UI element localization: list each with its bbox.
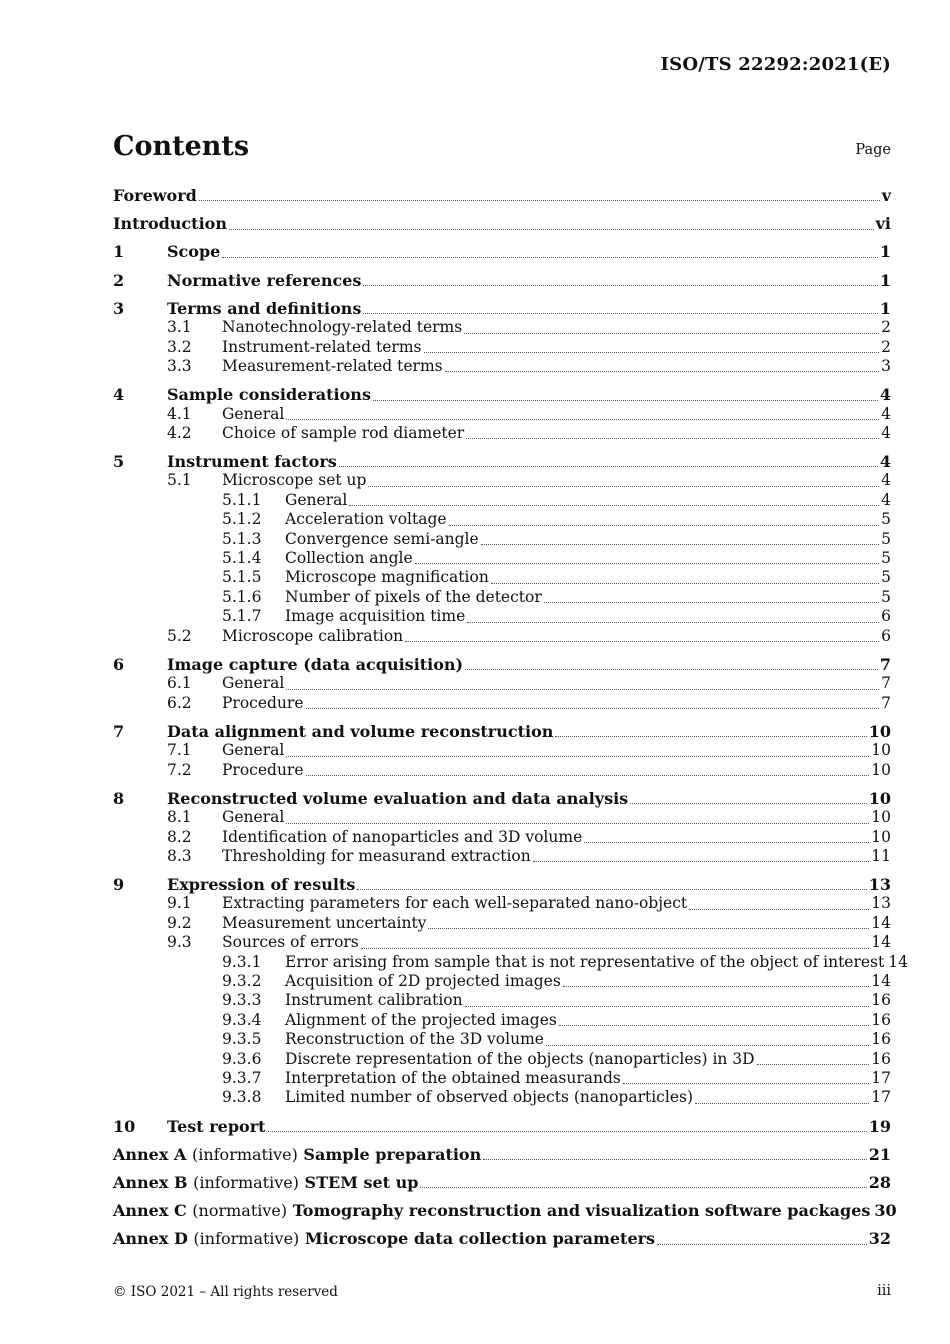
dot-leader <box>286 755 869 757</box>
toc-entry-number: 5.1.6 <box>222 587 262 606</box>
toc-entry-page: 30 <box>874 1201 897 1221</box>
dot-leader <box>657 1243 867 1245</box>
toc-entry-page: 17 <box>871 1088 891 1107</box>
toc-entry-number: 1 <box>113 242 125 262</box>
dot-leader <box>363 312 877 314</box>
annex-id: Annex D <box>113 1229 188 1249</box>
toc-entry-label: General <box>222 808 285 827</box>
toc-entry-label: General <box>222 741 285 760</box>
toc-entry-number: 5.1.7 <box>222 607 262 626</box>
dot-leader <box>465 1005 870 1007</box>
toc-entry-number: 9.3.1 <box>222 952 262 971</box>
toc-entry-page: 10 <box>868 721 891 741</box>
toc-annex-heading <box>113 1229 655 1248</box>
toc-entry[interactable] <box>113 761 891 780</box>
dot-leader <box>689 908 869 910</box>
toc-entry-label: Scope <box>167 242 221 262</box>
toc-entry-number: 4.2 <box>167 423 192 442</box>
toc-entry[interactable] <box>113 1011 891 1030</box>
toc-entry-page: 14 <box>871 972 891 991</box>
annex-id: Annex A <box>113 1144 187 1164</box>
dot-leader <box>339 465 878 467</box>
copyright-notice: © ISO 2021 – All rights reserved <box>113 1284 338 1300</box>
toc-entry-number: 3.2 <box>167 337 192 356</box>
toc-entry-page: 1 <box>879 298 891 318</box>
toc-entry-page: v <box>881 186 891 205</box>
dot-leader <box>481 543 879 545</box>
toc-entry-page: 4 <box>879 452 891 472</box>
toc-entry[interactable] <box>113 828 891 847</box>
toc-entry-label: Nanotechnology-related terms <box>222 318 463 337</box>
toc-entry[interactable] <box>113 452 891 471</box>
dot-leader <box>415 562 879 564</box>
toc-entry-number: 9.3.4 <box>222 1010 262 1029</box>
toc-entry-number: 6.1 <box>167 674 192 693</box>
toc-entry-page: 16 <box>871 991 891 1010</box>
toc-entry-label: Microscope magnification <box>285 568 489 587</box>
toc-entry-page: 5 <box>881 587 891 606</box>
toc-entry-number: 9.3.7 <box>222 1068 262 1087</box>
dot-leader <box>286 688 879 690</box>
dot-leader <box>349 504 879 506</box>
document-id: ISO/TS 22292:2021(E) <box>660 54 891 75</box>
dot-leader <box>286 822 869 824</box>
toc-entry-label: Error arising from sample that is not representative of the object of interest <box>285 952 885 971</box>
annex-kind: (informative) <box>193 1172 299 1192</box>
dot-leader <box>405 640 879 642</box>
annex-title: STEM set up <box>304 1172 419 1192</box>
toc-entry-label: Procedure <box>222 760 304 779</box>
annex-kind: (informative) <box>191 1144 298 1164</box>
toc-entry[interactable] <box>113 991 891 1010</box>
dot-leader <box>449 524 880 526</box>
dot-leader <box>357 888 866 890</box>
toc-entry-label: Image capture (data acquisition) <box>167 654 464 674</box>
toc-entry-page: 28 <box>868 1172 891 1192</box>
toc-entry[interactable] <box>113 933 891 952</box>
toc-entry-page: 10 <box>871 741 891 760</box>
toc-entry-label: Instrument-related terms <box>222 337 422 356</box>
toc-entry-number: 5.1.4 <box>222 549 262 568</box>
dot-leader <box>363 284 877 286</box>
toc-entry-page: 7 <box>881 693 891 712</box>
toc-entry-number: 4.1 <box>167 404 192 423</box>
toc-entry[interactable] <box>113 1030 891 1049</box>
toc-entry[interactable] <box>113 549 891 568</box>
toc-entry[interactable] <box>113 914 891 933</box>
toc-entry-number: 5 <box>113 452 125 472</box>
toc-entry-label: Alignment of the projected images <box>285 1010 557 1029</box>
toc-entry-label: Instrument factors <box>167 452 337 472</box>
toc-entry-number: 8 <box>113 788 125 808</box>
toc-entry[interactable] <box>113 808 891 827</box>
toc-entry[interactable] <box>113 972 891 991</box>
toc-entry[interactable] <box>113 357 891 376</box>
toc-entry-page: 16 <box>871 1010 891 1029</box>
toc-entry[interactable] <box>113 530 891 549</box>
toc-entry-label: Measurement-related terms <box>222 356 443 375</box>
toc-entry[interactable] <box>113 510 891 529</box>
toc-entry[interactable] <box>113 741 891 760</box>
dot-leader <box>361 947 870 949</box>
toc-entry-page: 4 <box>881 471 891 490</box>
toc-entry-number: 7 <box>113 721 125 741</box>
dot-leader <box>563 985 869 987</box>
toc-entry-number: 9.3.3 <box>222 991 262 1010</box>
annex-id: Annex B <box>113 1172 188 1192</box>
toc-entry-label: General <box>285 490 348 509</box>
toc-entry[interactable] <box>113 242 891 261</box>
toc-entry-page: 16 <box>871 1049 891 1068</box>
toc-entry-page: 6 <box>881 607 891 626</box>
toc-annex-heading <box>113 1201 870 1220</box>
toc-entry-page: 4 <box>879 385 891 405</box>
toc-entry-number: 3 <box>113 298 125 318</box>
dot-leader <box>546 1044 869 1046</box>
annex-kind: (normative) <box>192 1201 288 1221</box>
dot-leader <box>445 370 880 372</box>
toc-entry-page: 1 <box>879 242 891 262</box>
toc-entry-number: 9.1 <box>167 894 192 913</box>
toc-entry-number: 9.3.8 <box>222 1088 262 1107</box>
annex-title: Tomography reconstruction and visualization software packages <box>292 1201 871 1221</box>
toc-entry-number: 9.3.2 <box>222 972 262 991</box>
toc-entry-number: 3.1 <box>167 318 192 337</box>
toc-entry-number: 7.1 <box>167 741 192 760</box>
toc-entry-page: 7 <box>881 674 891 693</box>
toc-entry-page: 32 <box>868 1229 891 1249</box>
toc-entry-page: 2 <box>881 318 891 337</box>
dot-leader <box>559 1024 869 1026</box>
dot-leader <box>465 668 878 670</box>
annex-id: Annex C <box>113 1201 187 1221</box>
toc-entry[interactable] <box>113 655 891 674</box>
toc-entry-label: Data alignment and volume reconstruction <box>167 721 554 741</box>
toc-entry[interactable] <box>113 694 891 713</box>
toc-entry-label: Collection angle <box>285 549 413 568</box>
dot-leader <box>555 735 866 737</box>
toc-entry[interactable] <box>113 299 891 318</box>
dot-leader <box>306 774 870 776</box>
toc-entry-label: Procedure <box>222 693 304 712</box>
toc-entry-number: 5.2 <box>167 626 192 645</box>
toc-entry-label: Foreword <box>113 186 197 205</box>
toc-entry-label: Microscope set up <box>222 471 367 490</box>
toc-entry-label: General <box>222 404 285 423</box>
toc-entry-number: 9.3.5 <box>222 1030 262 1049</box>
toc-entry[interactable] <box>113 271 891 290</box>
toc-entry-page: 11 <box>871 846 891 865</box>
dot-leader <box>373 399 878 401</box>
dot-leader <box>544 601 879 603</box>
toc-entry-page: 13 <box>868 875 891 895</box>
toc-entry-label: Limited number of observed objects (nanoparticles) <box>285 1088 693 1107</box>
toc-entry-number: 6.2 <box>167 693 192 712</box>
toc-entry-page: 5 <box>881 568 891 587</box>
toc-entry-page: 10 <box>868 788 891 808</box>
toc-entry[interactable] <box>113 1229 891 1248</box>
toc-entry[interactable] <box>113 338 891 357</box>
toc-entry-label: Terms and definitions <box>167 298 362 318</box>
dot-leader <box>286 418 879 420</box>
page-title: Contents <box>113 131 250 162</box>
toc-entry[interactable] <box>113 214 891 233</box>
toc-entry[interactable] <box>113 405 891 424</box>
toc-entry-page: 7 <box>879 654 891 674</box>
toc-entry-number: 7.2 <box>167 760 192 779</box>
toc-entry-label: Interpretation of the obtained measurands <box>285 1068 621 1087</box>
toc-entry[interactable] <box>113 607 891 626</box>
toc-entry-page: 6 <box>881 626 891 645</box>
toc-entry-number: 10 <box>113 1116 136 1136</box>
toc-entry-label: Normative references <box>167 270 362 290</box>
page-column-label: Page <box>855 142 891 158</box>
toc-entry-page: 4 <box>881 423 891 442</box>
toc-entry-number: 5.1 <box>167 471 192 490</box>
toc-entry-page: 10 <box>871 760 891 779</box>
toc-entry-page: 19 <box>868 1116 891 1136</box>
toc-entry[interactable] <box>113 1117 891 1136</box>
toc-entry-label: Thresholding for measurand extraction <box>222 846 531 865</box>
toc-entry-label: Acceleration voltage <box>285 510 447 529</box>
toc-entry[interactable] <box>113 1050 891 1069</box>
toc-entry[interactable] <box>113 318 891 337</box>
toc-entry-label: Discrete representation of the objects (nanoparticles) in 3D <box>285 1049 755 1068</box>
dot-leader <box>199 199 880 201</box>
toc-entry-number: 5.1.3 <box>222 529 262 548</box>
toc-entry[interactable] <box>113 1088 891 1107</box>
toc-entry-label: Test report <box>167 1116 266 1136</box>
toc-entry-label: Number of pixels of the detector <box>285 587 542 606</box>
toc-entry-page: 13 <box>871 894 891 913</box>
toc-entry-page: 5 <box>881 549 891 568</box>
toc-entry[interactable] <box>113 722 891 741</box>
dot-leader <box>464 332 879 334</box>
toc-annex-heading <box>113 1145 481 1164</box>
table-of-contents <box>113 186 908 1249</box>
dot-leader <box>757 1063 870 1065</box>
toc-entry[interactable] <box>113 875 891 894</box>
toc-entry-number: 5.1.5 <box>222 568 262 587</box>
toc-entry-page: 21 <box>868 1144 891 1164</box>
toc-entry-number: 5.1.2 <box>222 510 262 529</box>
dot-leader <box>424 351 880 353</box>
toc-entry-page: 16 <box>871 1030 891 1049</box>
toc-entry-label: Extracting parameters for each well-separated nano-object <box>222 894 688 913</box>
toc-entry-page: 14 <box>871 933 891 952</box>
toc-entry-label: Choice of sample rod diameter <box>222 423 465 442</box>
toc-entry-number: 6 <box>113 654 125 674</box>
toc-entry-number: 2 <box>113 270 125 290</box>
dot-leader <box>222 256 878 258</box>
toc-entry-label: Sources of errors <box>222 933 359 952</box>
toc-entry-page: vi <box>875 214 891 234</box>
dot-leader <box>630 802 867 804</box>
toc-entry[interactable] <box>113 471 891 490</box>
toc-entry[interactable] <box>113 952 908 972</box>
toc-entry-number: 3.3 <box>167 356 192 375</box>
toc-entry-number: 4 <box>113 385 125 405</box>
toc-entry-label: Sample considerations <box>167 385 371 405</box>
toc-entry-label: Instrument calibration <box>285 991 463 1010</box>
dot-leader <box>467 621 879 623</box>
toc-entry[interactable] <box>113 491 891 510</box>
dot-leader <box>306 707 880 709</box>
dot-leader <box>491 582 879 584</box>
annex-title: Microscope data collection parameters <box>304 1229 656 1249</box>
toc-entry-page: 4 <box>881 490 891 509</box>
dot-leader <box>584 841 869 843</box>
toc-entry-label: Reconstructed volume evaluation and data analysis <box>167 788 629 808</box>
toc-entry-page: 10 <box>871 808 891 827</box>
toc-entry[interactable] <box>113 1145 891 1164</box>
toc-entry-page: 4 <box>881 404 891 423</box>
dot-leader <box>695 1102 869 1104</box>
dot-leader <box>466 437 879 439</box>
toc-entry-label: Measurement uncertainty <box>222 913 427 932</box>
annex-kind: (informative) <box>193 1229 300 1249</box>
toc-entry[interactable] <box>113 1201 897 1221</box>
toc-annex-heading <box>113 1173 418 1192</box>
toc-entry-page: 17 <box>871 1068 891 1087</box>
dot-leader <box>533 860 870 862</box>
toc-entry[interactable] <box>113 424 891 443</box>
toc-entry-page: 10 <box>871 827 891 846</box>
toc-entry-label: General <box>222 674 285 693</box>
toc-entry-number: 9.2 <box>167 913 192 932</box>
toc-entry-page: 5 <box>881 529 891 548</box>
toc-entry[interactable] <box>113 588 891 607</box>
page-number: iii <box>877 1283 891 1299</box>
annex-title: Sample preparation <box>303 1144 482 1164</box>
dot-leader <box>483 1158 867 1160</box>
toc-entry-number: 5.1.1 <box>222 490 262 509</box>
toc-entry-label: Identification of nanoparticles and 3D volume <box>222 827 583 846</box>
toc-entry-page: 14 <box>871 913 891 932</box>
toc-entry-page: 14 <box>888 952 908 971</box>
toc-entry-label: Microscope calibration <box>222 626 404 645</box>
toc-entry-label: Expression of results <box>167 875 356 895</box>
toc-entry[interactable] <box>113 1173 891 1192</box>
toc-entry-page: 2 <box>881 337 891 356</box>
toc-entry[interactable] <box>113 789 891 808</box>
toc-entry-label: Convergence semi-angle <box>285 529 479 548</box>
toc-entry-number: 8.2 <box>167 827 192 846</box>
toc-entry[interactable] <box>113 385 891 404</box>
dot-leader <box>420 1186 866 1188</box>
dot-leader <box>268 1130 867 1132</box>
toc-entry-number: 8.1 <box>167 808 192 827</box>
toc-entry-label: Introduction <box>113 214 227 234</box>
toc-entry-number: 9.3 <box>167 933 192 952</box>
dot-leader <box>229 228 874 230</box>
toc-entry[interactable] <box>113 186 891 205</box>
toc-entry[interactable] <box>113 894 891 913</box>
toc-entry-page: 1 <box>879 270 891 290</box>
toc-entry-number: 9 <box>113 875 125 895</box>
toc-entry-number: 8.3 <box>167 846 192 865</box>
toc-entry[interactable] <box>113 674 891 693</box>
toc-entry-label: Reconstruction of the 3D volume <box>285 1030 544 1049</box>
dot-leader <box>623 1082 869 1084</box>
dot-leader <box>368 485 879 487</box>
dot-leader <box>428 927 869 929</box>
toc-entry-number: 9.3.6 <box>222 1049 262 1068</box>
toc-entry-label: Acquisition of 2D projected images <box>285 972 561 991</box>
toc-entry[interactable] <box>113 627 891 646</box>
toc-entry[interactable] <box>113 847 891 866</box>
toc-entry[interactable] <box>113 568 891 587</box>
toc-entry-label: Image acquisition time <box>285 607 466 626</box>
toc-entry-page: 3 <box>881 356 891 375</box>
toc-entry-page: 5 <box>881 510 891 529</box>
toc-entry[interactable] <box>113 1069 891 1088</box>
